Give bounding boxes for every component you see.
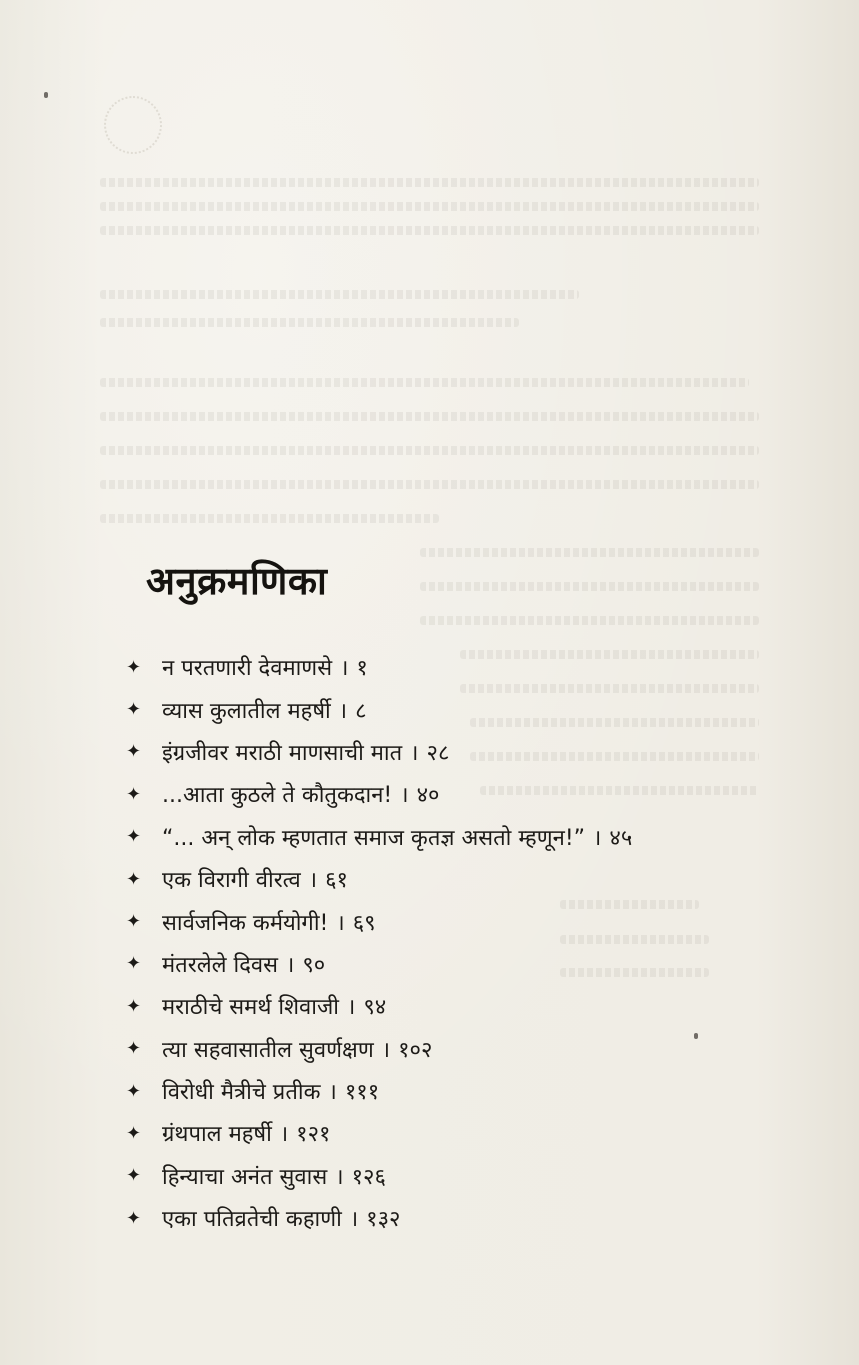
toc-entry-separator: । — [308, 868, 318, 894]
toc-entry-title: मराठीचे समर्थ शिवाजी — [162, 995, 339, 1021]
bleed-through-line — [420, 548, 759, 557]
toc-entry — [126, 858, 632, 900]
toc-entry-title: हिन्याचा अनंत सुवास — [162, 1164, 328, 1190]
toc-heading: अनुक्रमणिका — [146, 559, 328, 603]
toc-entry — [126, 646, 632, 688]
toc-entry-separator: । — [381, 1037, 391, 1063]
bullet-star-icon: ✦ — [126, 1207, 142, 1229]
bleed-through-line — [420, 582, 759, 591]
paper-speck — [694, 1033, 698, 1039]
bullet-star-icon: ✦ — [126, 1080, 142, 1102]
toc-entry-page-number: ४० — [416, 783, 440, 809]
bleed-through-ornament — [104, 96, 162, 154]
bleed-through-line — [100, 480, 759, 489]
toc-entry-title: “... अन् लोक म्हणतात समाज कृतज्ञ असतो म्हणून!” — [162, 825, 586, 851]
toc-entry-page-number: २८ — [426, 740, 450, 766]
toc-entry — [126, 1112, 632, 1154]
toc-entry-title: त्या सहवासातील सुवर्णक्षण — [162, 1037, 374, 1063]
toc-entry-title: सार्वजनिक कर्मयोगी! — [162, 910, 329, 936]
toc-entry-page-number: ४५ — [609, 825, 633, 851]
toc-entry-separator: । — [349, 1207, 359, 1233]
toc-entry-separator: । — [593, 825, 602, 851]
toc-entry-separator: । — [335, 1164, 344, 1190]
bullet-star-icon: ✦ — [126, 741, 142, 763]
toc-entry — [126, 1155, 632, 1197]
toc-entry-separator: । — [328, 1080, 337, 1106]
toc-entry-separator: । — [338, 698, 348, 724]
toc-entry-page-number: १३२ — [366, 1207, 401, 1233]
toc-entry — [126, 1197, 632, 1239]
toc-entry — [126, 688, 632, 730]
bleed-through-line — [100, 290, 579, 299]
bullet-star-icon: ✦ — [126, 911, 142, 933]
bullet-star-icon: ✦ — [126, 1165, 142, 1187]
bleed-through-line — [100, 412, 759, 421]
toc-entry-page-number: ६९ — [352, 910, 376, 936]
toc-entry-separator: । — [340, 656, 349, 682]
toc-entry-page-number: ९० — [302, 952, 326, 978]
bleed-through-line — [100, 378, 749, 387]
toc-entry-page-number: ९४ — [363, 995, 387, 1021]
toc-entry-page-number: ८ — [355, 698, 367, 724]
toc-entry — [126, 943, 632, 985]
toc-entry-page-number: १ — [356, 656, 368, 682]
toc-entry — [126, 900, 632, 942]
toc-entry-title: इंग्रजीवर मराठी माणसाची मात — [162, 740, 403, 766]
toc-entry — [126, 1070, 632, 1112]
bleed-through-line — [100, 446, 759, 455]
toc-entry-page-number: १२१ — [296, 1122, 331, 1148]
bleed-through-line — [100, 318, 519, 327]
bleed-through-line — [100, 178, 759, 187]
toc-entry-separator: । — [336, 910, 345, 936]
toc-list — [126, 646, 632, 1239]
toc-entry-separator: । — [279, 1122, 289, 1148]
bleed-through-line — [420, 616, 759, 625]
toc-entry — [126, 1028, 632, 1070]
toc-entry-title: न परतणारी देवमाणसे — [162, 656, 333, 682]
bleed-through-line — [100, 226, 759, 235]
toc-entry-title: विरोधी मैत्रीचे प्रतीक — [162, 1080, 321, 1106]
bullet-star-icon: ✦ — [126, 826, 142, 848]
toc-entry — [126, 816, 632, 858]
toc-entry-page-number: १११ — [344, 1080, 380, 1106]
toc-entry — [126, 731, 632, 773]
toc-entry-title: मंतरलेले दिवस — [162, 952, 279, 978]
toc-entry-separator: । — [286, 952, 295, 978]
paper-speck — [44, 92, 48, 98]
toc-entry-title: एक विरागी वीरत्व — [162, 868, 301, 894]
toc-entry-page-number: १०२ — [398, 1037, 433, 1063]
toc-entry-page-number: १२६ — [351, 1164, 386, 1190]
bleed-through-line — [100, 514, 439, 523]
bullet-star-icon: ✦ — [126, 995, 142, 1017]
toc-entry-separator: । — [347, 995, 356, 1021]
bullet-star-icon: ✦ — [126, 656, 142, 678]
toc-entry-separator: । — [410, 740, 419, 766]
bullet-star-icon: ✦ — [126, 953, 142, 975]
bullet-star-icon: ✦ — [126, 868, 142, 890]
toc-entry-title: व्यास कुलातील महर्षी — [162, 698, 331, 724]
bullet-star-icon: ✦ — [126, 783, 142, 805]
bullet-star-icon: ✦ — [126, 1038, 142, 1060]
toc-entry-title: एका पतिव्रतेची कहाणी — [162, 1207, 342, 1233]
bleed-through-line — [100, 202, 759, 211]
toc-entry — [126, 773, 632, 815]
toc-entry-title: ग्रंथपाल महर्षी — [162, 1122, 272, 1148]
toc-entry-title: ...आता कुठले ते कौतुकदान! — [162, 783, 393, 809]
toc-entry-page-number: ६१ — [325, 868, 348, 894]
toc-entry-separator: । — [400, 783, 409, 809]
toc-entry — [126, 985, 632, 1027]
bullet-star-icon: ✦ — [126, 1122, 142, 1144]
bullet-star-icon: ✦ — [126, 699, 142, 721]
